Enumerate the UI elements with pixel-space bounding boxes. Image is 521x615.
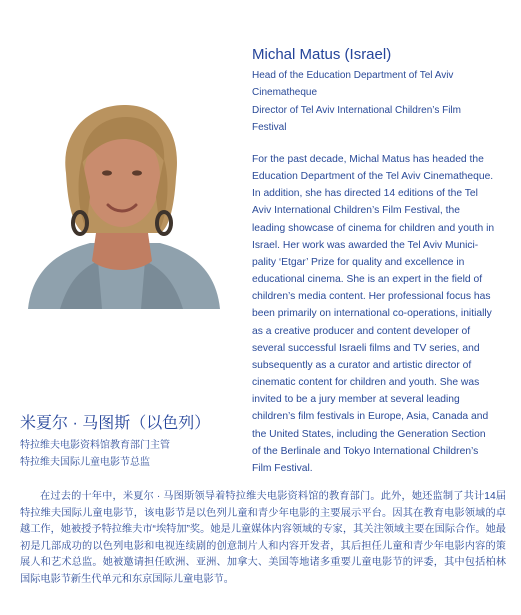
bio-en-line: pality ‘Etgar’ Prize for quality and excellence in [252,256,465,268]
name-cn: 米夏尔 · 马图斯（以色列） [20,415,211,432]
roles-cn [20,438,170,471]
bio-en-line: Education Department of the Tel Aviv Cinematheque. [252,171,494,183]
bio-en-line: In addition, she has directed 14 editions of the Tel [252,188,478,200]
bio-en-line: several successful Israeli films and TV series, and [252,342,480,354]
bio-en-line: Film Festival. [252,462,313,474]
role-cn-line: 特拉维夫国际儿童电影节总监 [20,456,150,468]
bio-en-line: invited to be a jury member at several leading [252,394,460,406]
bio-en-line: leading showcase of cinema for children and youth in [252,222,495,234]
bio-en-line: cinematic content for children and youth. She was [252,377,480,389]
portrait-photo [20,101,223,309]
bio-en-line: Aviv International Children’s Film Festival, the [252,205,460,217]
bio-en-line: been primarily on international co-operations, initially [252,308,492,320]
profile-header-en [252,45,510,136]
bio-en-line: the United States, including the Generation Section [252,428,486,440]
role-en-line: Head of the Education Department of Tel Aviv [252,70,454,81]
bio-en-line: educational cinema. She is an expert in the field of [252,274,483,286]
bio-en [252,151,508,477]
name-en: Michal Matus (Israel) [252,46,392,63]
bio-en-line: children’s film festivals in Europe, Asia, Canada and [252,411,489,423]
bio-en-line: Israel. Her work was awarded the Tel Aviv Munici- [252,239,479,251]
role-en-line: Festival [252,121,287,133]
bio-en-line: For the past decade, Michal Matus has headed the [252,154,484,165]
bio-en-line: as a creative producer and content developer of [252,325,471,337]
bio-en-line: of the Berlinale and Tokyo International Children’s [252,445,479,457]
portrait-illustration [20,101,223,309]
bio-en-line: children’s media content. Her professional focus has [252,291,491,303]
role-en-line: Cinematheque [252,87,318,99]
bio-en-line: subsequently as a curator and artistic director of [252,359,472,371]
bio-cn: 在过去的十年中，米夏尔 · 马图斯领导着特拉维夫电影资料馆的教育部门。此外，她还监制了共计14届特拉维夫国际儿童电影节，该电影节是以色列儿童和青少年电影的主要展示平台。因其在教育电影领域的卓越工作，她被授予特拉维夫市“埃特加”奖。她是儿童媒体内容领域的专家，其关注领域主要在国际合作。她最初是几部成功的以色列电影和电视连续剧的创意制片人和内容开发者，其后担任儿童和青少年电影内容的策展人和艺术总监。她被邀请担任欧洲、亚洲、加拿大、美国等地诸多重要儿童电影节的评委，其中包括柏林国际电影节新生代单元和东京国际儿童电影节。 [20,491,506,585]
role-cn-line: 特拉维夫电影资料馆教育部门主管 [20,440,170,451]
role-en-line: Director of Tel Aviv International Children’s Film [252,104,461,116]
